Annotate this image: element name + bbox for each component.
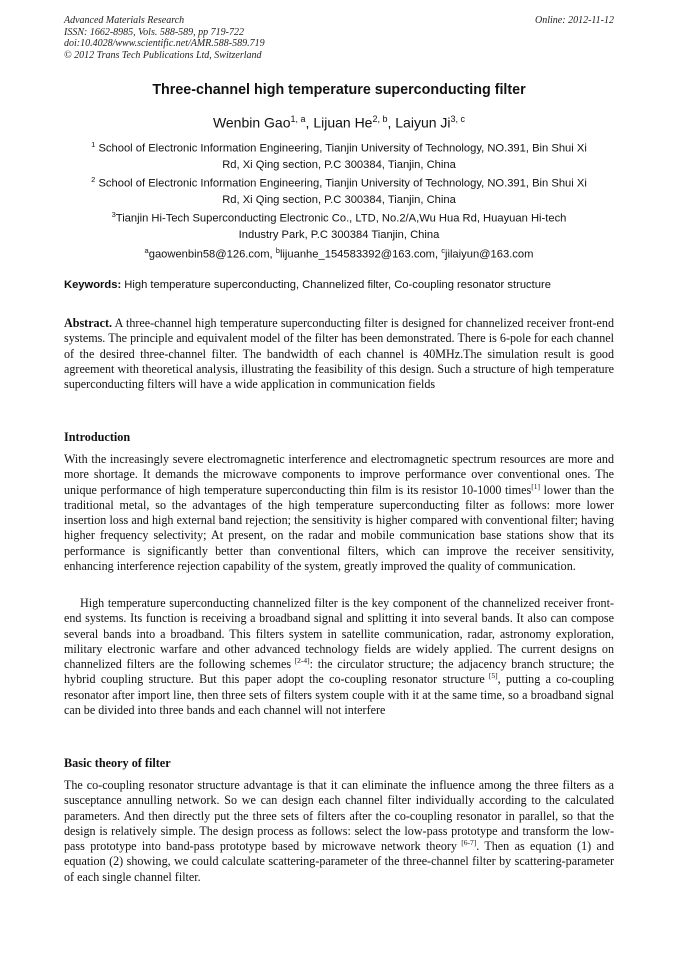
email-link[interactable]: gaowenbin58@126.com, bbox=[148, 248, 276, 261]
affiliation-sup: 3 bbox=[111, 210, 116, 219]
email-link[interactable]: lijuanhe_154583392@163.com, bbox=[279, 248, 442, 261]
citation-ref[interactable]: [1] bbox=[531, 481, 541, 491]
abstract bbox=[64, 316, 614, 392]
author-sup: 2, b bbox=[372, 114, 388, 124]
online-date: Online: 2012-11-12 bbox=[535, 15, 614, 26]
citation-ref[interactable]: [2-4] bbox=[291, 656, 310, 666]
intro-paragraph-1: With the increasingly severe electromagnetic interference and electromagnetic spectrum resources are more and more shortage. It demands the microwave components to improve performance over conventional ones. The unique performance of high temperature superconducting thin film is its resistor 10-1000 times[1] lower than the traditional metal, so the advantages of the high temperature superconducting filter as follows: more lower insertion loss and high external band rejection; the sensitivity is higher compared with conventional filter; having higher frequency selectivity; At present, on the radar and mobile communication base stations show that its performance is significantly better than conventional filters, which can improve the receiver sensitivity, enhancing interference rejection capability of the system, greatly improved the quality of communication. bbox=[64, 452, 615, 574]
author-name: Lijuan He bbox=[313, 114, 373, 131]
email-link[interactable]: jilaiyun@163.com bbox=[444, 248, 534, 261]
email-list: $^a$gaowenbin58@126.com, $^b$lijuanhe_154583392@163.com, $^c$jilaiyun@163.com bbox=[144, 246, 534, 261]
author-name: Laiyun Ji bbox=[395, 114, 451, 131]
keywords-text: High temperature superconducting, Channelized filter, Co-coupling resonator structure bbox=[121, 279, 551, 291]
section-heading-basic-theory: Basic theory of filter bbox=[64, 756, 171, 770]
theory-paragraph-1: The co-coupling resonator structure advantage is that it can eliminate the influence among the three filters as a susceptance annulling network. So we can design each channel filter individually according to the calculated parameters. And then directly put the three sets of filters after the co-coupling resonator in parallel, so that the design is relatively simple. The design process as follows: select the low-pass prototype and transform the low-pass prototype into band-pass prototype based by microwave network theory [6-7]. Then as equation (1) and equation (2) showing, we could calculate scattering-parameter of the three-channel filter by scattering-parameter of each single channel filter. bbox=[64, 778, 614, 884]
issn-line: ISSN: 1662-8985, Vols. 588-589, pp 719-722 bbox=[64, 26, 244, 38]
abstract-label: Abstract. bbox=[64, 316, 113, 330]
keywords bbox=[64, 279, 624, 291]
abstract-text: A three-channel high temperature superconducting filter is designed for channelized receiver front-end systems. The principle and equivalent model of the filter has been demonstrated. There is 6-pole for each channel of the desired three-channel filter. The bandwidth of each channel is 40MHz.The simulation result is good agreement with theoretical analysis, illustrating the feasibility of this design. Such a structure of high temperature superconducting filters will have a wide application in communication fields bbox=[64, 316, 614, 392]
author-sup: 3, c bbox=[450, 114, 466, 124]
affiliation-sup: 1 bbox=[91, 140, 96, 149]
author-list: Wenbin Gao$^{1, a}$, Lijuan He$^{2, b}$, Laiyun Ji$^{3, c}$ bbox=[212, 114, 466, 131]
citation-ref[interactable]: [6-7] bbox=[456, 838, 477, 848]
affiliation-2: $^2$ School of Electronic Information Engineering, Tianjin University of Technology, NO.391, Bin Shui Xi Rd, Xi Qing section, P.C 300384, Tianjin, China bbox=[91, 175, 587, 206]
affiliation-3: $^3$Tianjin Hi-Tech Superconducting Electronic Co., LTD, No.2/A,Wu Hua Rd, Huayuan Hi-tech Industry Park, P.C 300384 Tianjin, China bbox=[111, 210, 567, 241]
keywords-label: Keywords: bbox=[64, 279, 122, 291]
author-name: Wenbin Gao bbox=[212, 114, 291, 131]
intro-paragraph-2: High temperature superconducting channelized filter is the key component of the channelized receiver front-end systems. Its function is receiving a broadband signal and splitting it into several bands. It also can compose several bands into a broadband. This filters system in satellite communication, radar, astronomy exploration, military electronic warfare and other advanced technology fields are widely applied. The current designs on channelized filters are the following schemes [2-4]: the circulator structure; the adjacency branch structure; the hybrid coupling structure. But this paper adopt the co-coupling resonator structure [5], putting a co-coupling resonator after import line, then three sets of filters system couple with it at the same time, so a broadband signal can be divided into three bands and each channel will not interfere bbox=[64, 596, 614, 718]
affiliation-sup: 2 bbox=[91, 175, 96, 184]
author-sup: 1, a bbox=[290, 114, 306, 124]
journal-header bbox=[64, 15, 265, 61]
section-heading-introduction: Introduction bbox=[64, 430, 131, 444]
citation-ref[interactable]: [5] bbox=[484, 671, 498, 681]
journal-name: Advanced Materials Research bbox=[64, 15, 185, 26]
affiliation-1: $^1$ School of Electronic Information Engineering, Tianjin University of Technology, NO.391, Bin Shui Xi Rd, Xi Qing section, P.C 300384, Tianjin, China bbox=[91, 140, 587, 171]
doi-line[interactable]: doi:10.4028/www.scientific.net/AMR.588-589.719 bbox=[64, 38, 265, 50]
copyright-line: © 2012 Trans Tech Publications Ltd, Switzerland bbox=[64, 49, 262, 61]
paper-title: Three-channel high temperature superconducting filter bbox=[152, 82, 526, 98]
